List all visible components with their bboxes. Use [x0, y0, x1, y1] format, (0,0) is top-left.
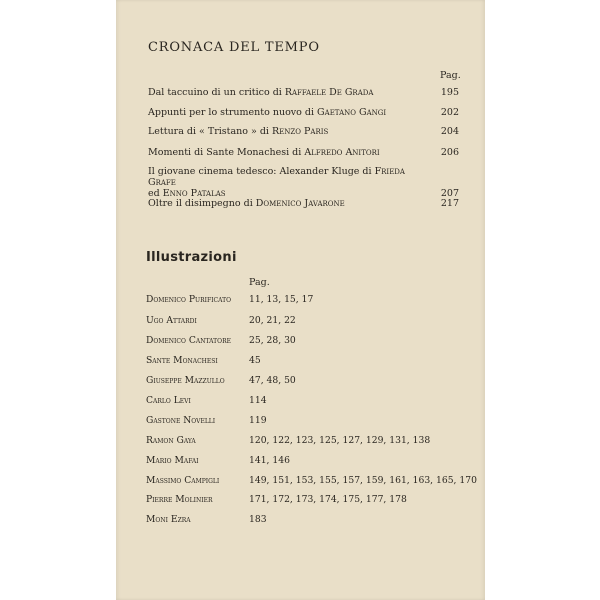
- illustration-entry: [146, 335, 296, 346]
- artist-name: Sante Monachesi: [146, 355, 218, 366]
- artist-pages: 141, 146: [249, 455, 290, 466]
- toc-entry: [148, 126, 459, 137]
- artist-pages: 114: [249, 395, 267, 406]
- artist-pages: 119: [249, 415, 267, 426]
- illustration-entry: [146, 435, 430, 446]
- artist-pages: 20, 21, 22: [249, 315, 296, 326]
- illustration-entry: [146, 455, 290, 466]
- artist-name: Mario Mafai: [146, 455, 199, 466]
- artist-name: Giuseppe Mazzullo: [146, 375, 225, 386]
- toc-entry-author: Frieda Grafe: [148, 166, 405, 188]
- pag-header-cronaca: Pag.: [440, 70, 461, 81]
- artist-name: Ramon Gaya: [146, 435, 196, 446]
- toc-entry-author: Raffaele De Grada: [284, 87, 374, 98]
- toc-entry-text: Momenti di Sante Monachesi di: [148, 147, 305, 158]
- toc-entry-text: ed: [148, 188, 163, 199]
- illustration-entry: [146, 355, 261, 366]
- illustration-entry: [146, 475, 477, 486]
- toc-entry-text: Oltre il disimpegno di: [148, 198, 256, 209]
- toc-entry-page: 217: [440, 198, 459, 209]
- illustration-entry: [146, 315, 296, 326]
- toc-entry-page: 206: [440, 147, 459, 158]
- toc-entry-page: 204: [440, 126, 459, 137]
- artist-name: Gastone Novelli: [146, 415, 216, 426]
- pag-header-illustrazioni: Pag.: [249, 277, 270, 288]
- illustration-entry: [146, 395, 267, 406]
- artist-pages: 45: [249, 355, 261, 366]
- toc-entry-author: Renzo Paris: [271, 126, 329, 137]
- toc-entry: [148, 198, 459, 209]
- illustration-entry: [146, 514, 267, 525]
- artist-name: Moni Ezra: [146, 514, 191, 525]
- artist-name: Carlo Levi: [146, 395, 191, 406]
- toc-entry-author: Alfredo Anitori: [304, 147, 380, 158]
- toc-entry-text: Dal taccuino di un critico di: [148, 87, 285, 98]
- artist-pages: 11, 13, 15, 17: [249, 294, 314, 305]
- illustration-entry: [146, 494, 407, 505]
- toc-entry-page: 207: [440, 188, 459, 199]
- toc-entry-text: Lettura di « Tristano » di: [148, 126, 272, 137]
- artist-pages: 171, 172, 173, 174, 175, 177, 178: [249, 494, 407, 505]
- artist-pages: 47, 48, 50: [249, 375, 296, 386]
- artist-pages: 25, 28, 30: [249, 335, 296, 346]
- toc-entry-author: Gaetano Gangi: [317, 107, 387, 118]
- toc-entry: [148, 147, 459, 158]
- toc-entry-page: 202: [440, 107, 459, 118]
- toc-entry: [148, 87, 459, 98]
- artist-name: Domenico Purificato: [146, 294, 232, 305]
- toc-entry: [148, 166, 459, 199]
- toc-entry: [148, 107, 459, 118]
- toc-entry-page: 195: [440, 87, 459, 98]
- artist-pages: 120, 122, 123, 125, 127, 129, 131, 138: [249, 435, 431, 446]
- section-title-illustrazioni: Illustrazioni: [146, 250, 237, 265]
- artist-name: Pierre Molinier: [146, 494, 213, 505]
- artist-name: Ugo Attardi: [146, 315, 197, 326]
- artist-pages: 149, 151, 153, 155, 157, 159, 161, 163, 165, 170: [249, 475, 477, 486]
- artist-pages: 183: [249, 514, 267, 525]
- illustration-entry: [146, 415, 267, 426]
- section-title-cronaca: CRONACA DEL TEMPO: [148, 40, 320, 55]
- illustration-entry: [146, 294, 313, 305]
- toc-entry-text: Appunti per lo strumento nuovo di: [148, 107, 318, 118]
- toc-entry-author: Enno Patalas: [162, 188, 226, 199]
- illustration-entry: [146, 375, 296, 386]
- artist-name: Massimo Campigli: [146, 475, 220, 486]
- toc-entry-author: Domenico Javarone: [255, 198, 345, 209]
- toc-entry-text: Il giovane cinema tedesco: Alexander Kluge di: [148, 166, 375, 177]
- artist-name: Domenico Cantatore: [146, 335, 231, 346]
